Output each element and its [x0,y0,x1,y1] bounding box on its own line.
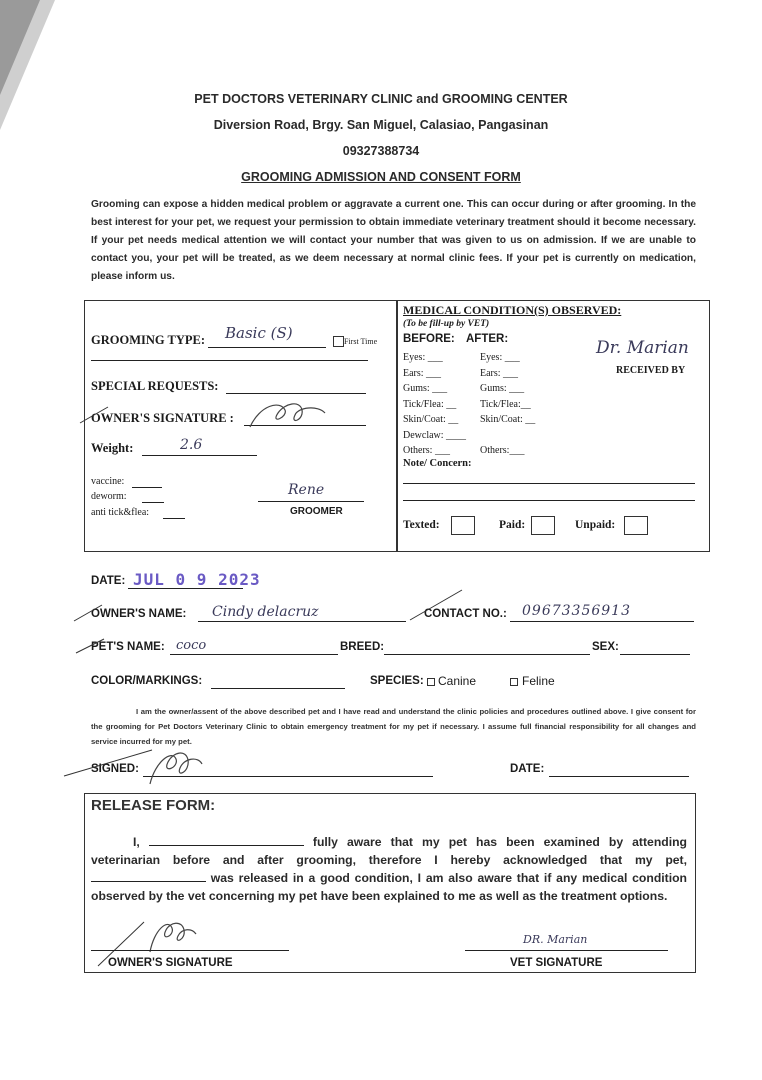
weight-label: Weight: [91,441,134,455]
release-owner-signature-label: OWNER'S SIGNATURE [108,957,233,969]
special-requests-field[interactable] [226,380,366,394]
owner-name-value: Cindy delacruz [212,604,319,620]
before-item[interactable]: Others: ___ [403,445,450,456]
received-by-value: Dr. Marian [596,338,689,358]
first-time-label: First Time [344,337,378,346]
after-item[interactable]: Eyes: ___ [480,352,520,363]
contact-label: CONTACT NO.: [424,608,507,620]
strike-mark-contact [410,588,465,623]
received-by-label: RECEIVED BY [616,365,686,376]
canine-checkbox[interactable] [427,678,435,686]
antitick-label: anti tick&flea: [91,507,150,518]
before-label: BEFORE: [403,333,455,345]
form-title: GROOMING ADMISSION AND CONSENT FORM [241,170,521,184]
unpaid-checkbox[interactable] [624,516,648,535]
release-name-field[interactable] [149,834,304,846]
grooming-type-extra-line [91,350,368,361]
grooming-type-value: Basic (S) [225,324,293,342]
release-text-3: was released in a good condition, I am also aware that if any medical condition observed by the vet concerning my pet have been explained to me as well as the treatment options. [91,871,687,903]
pet-name-label: PET'S NAME: [91,641,165,653]
texted-label: Texted: [403,519,440,531]
medical-title: MEDICAL CONDITION(S) OBSERVED: [403,303,622,317]
note-line-1[interactable] [403,475,695,484]
date-label: DATE: [91,575,126,587]
sex-label: SEX: [592,641,619,653]
consent-paragraph: I am the owner/assent of the above described pet and I have read and understand the clinic policies and procedures outlined above. I give consent for the grooming for Pet Doctors Veterinary Clinic to obtain emergency treatment for my pet if necessary. I assume full financial responsibility for all changes and service incurred for my pet. [91,707,696,746]
antitick-field[interactable] [163,507,185,519]
release-paragraph [91,833,687,905]
release-text-2: fully aware that my pet has been examined by attending veterinarian before and after grooming, therefore I hereby acknowledged that my pet, [91,835,687,867]
intro-paragraph: Grooming can expose a hidden medical problem or aggravate a current one. This can occur during or after grooming. In the best interest for your pet, we request your permission to obtain immediate veterinary treatment should it become necessary. If your pet needs medical attention we will contact your number that was given to us on admission. If we are unable to contact you, your pet will be treated, as we deem necessary at normal clinic fees. If your pet is currently on medication, please inform us. [91,199,696,282]
note-line-2[interactable] [403,492,695,501]
before-item[interactable]: Eyes: ___ [403,352,443,363]
weight-value: 2.6 [180,437,203,453]
vet-signature-value: DR. Marian [523,933,588,946]
release-owner-signature-field[interactable] [91,940,289,951]
vaccine-label: vaccine: [91,476,125,487]
contact-value: 09673356913 [522,603,631,619]
after-item[interactable]: Skin/Coat: __ [480,414,536,425]
deworm-field[interactable] [142,491,164,503]
paid-checkbox[interactable] [531,516,555,535]
canine-label: Canine [438,674,477,688]
owner-signature-top-scribble [240,395,330,435]
color-markings-field[interactable] [211,675,345,689]
paid-label: Paid: [499,519,526,531]
after-list [480,350,535,459]
date-stamp: JUL 0 9 2023 [133,570,261,589]
texted-checkbox[interactable] [451,516,475,535]
owner-signature-label: OWNER'S SIGNATURE : [91,411,234,425]
strike-mark-signed [64,748,154,778]
feline-label: Feline [522,674,555,688]
strike-mark-owner-name [74,603,104,623]
before-item[interactable]: Dewclaw: ____ [403,429,467,441]
release-pet-field[interactable] [91,870,206,882]
after-item[interactable]: Ears: ___ [480,367,519,379]
before-list [403,350,466,459]
breed-field[interactable] [384,641,590,655]
clinic-name: PET DOCTORS VETERINARY CLINIC and GROOMING CENTER [194,92,568,106]
sex-field[interactable] [620,641,690,655]
release-title: RELEASE FORM: [91,797,216,814]
special-requests-label: SPECIAL REQUESTS: [91,379,219,393]
strike-mark-pet-name [76,637,106,655]
groomer-value: Rene [288,482,325,498]
groomer-label: GROOMER [290,506,343,517]
after-label: AFTER: [466,333,509,345]
after-item [480,428,535,444]
deworm-label: deworm: [91,491,127,502]
grooming-type-label: GROOMING TYPE: [91,333,206,347]
clinic-phone: 09327388734 [342,144,420,158]
after-item[interactable]: Gums: ___ [480,383,525,394]
unpaid-label: Unpaid: [575,519,616,531]
medical-subtitle: (To be fill-up by VET) [403,319,490,329]
after-item[interactable]: Tick/Flea:__ [480,398,531,410]
note-label: Note/ Concern: [403,458,472,469]
vet-signature-field[interactable] [465,940,668,951]
breed-label: BREED: [340,641,385,653]
color-markings-label: COLOR/MARKINGS: [91,675,203,687]
release-text-1: I, [133,835,140,849]
species-label: SPECIES: [370,675,424,687]
clinic-address: Diversion Road, Brgy. San Miguel, Calasiao, Pangasinan [213,118,549,132]
strike-mark-owner-sig [80,405,110,425]
before-item[interactable]: Ears: ___ [403,367,442,379]
before-item[interactable]: Skin/Coat: __ [403,414,459,425]
first-time-checkbox[interactable] [333,336,344,347]
vaccine-field[interactable] [132,476,162,488]
before-item[interactable]: Tick/Flea: __ [403,398,457,410]
vet-signature-label: VET SIGNATURE [510,957,603,969]
after-item[interactable]: Others:___ [480,445,525,456]
feline-checkbox[interactable] [510,678,518,686]
signed-date-label: DATE: [510,763,545,775]
owner-name-label: OWNER'S NAME: [91,608,187,620]
signed-label: SIGNED: [91,763,139,775]
before-item[interactable]: Gums: ___ [403,383,448,394]
signed-date-field[interactable] [549,763,689,777]
groomer-field[interactable] [258,490,364,502]
pet-name-value: coco [176,638,207,653]
